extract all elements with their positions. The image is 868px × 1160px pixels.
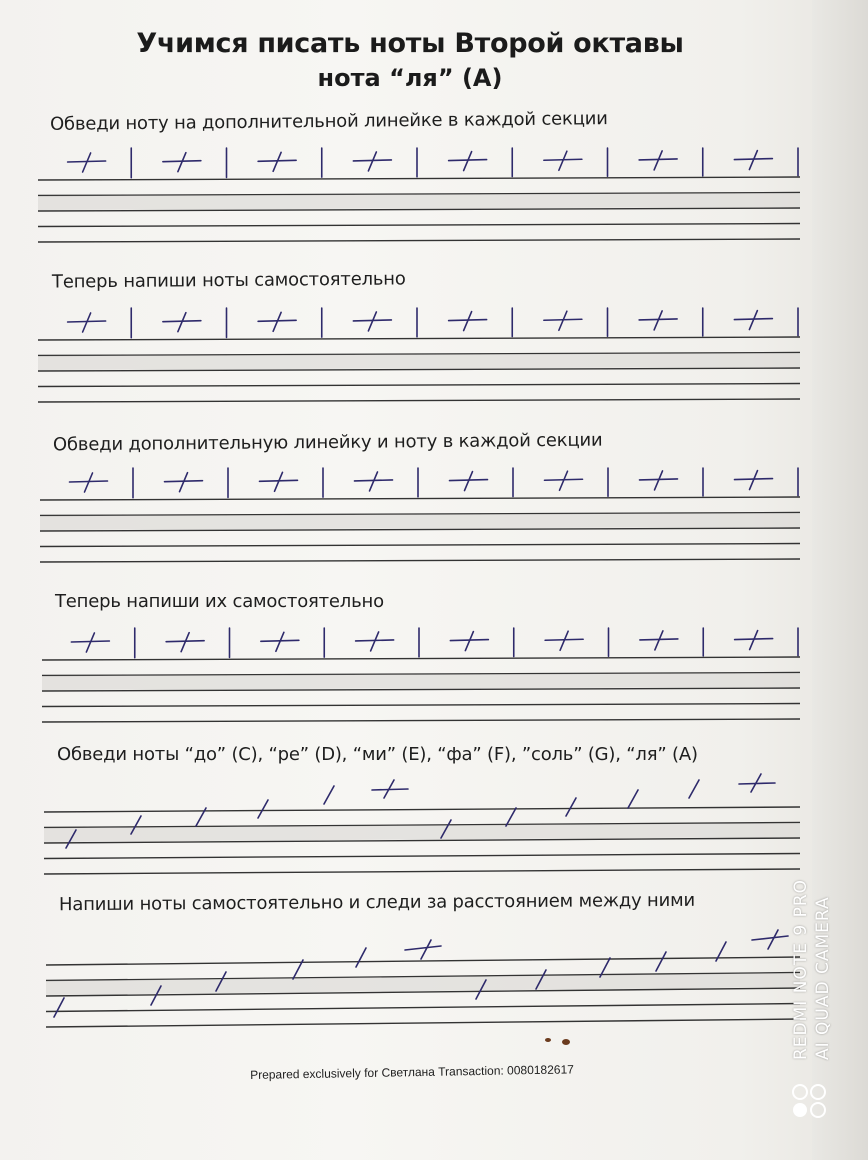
section-2-instruction: Теперь напиши ноты самостоятельно	[51, 268, 406, 293]
note-a-stroke	[180, 473, 188, 492]
scale-note-stroke	[689, 780, 699, 798]
note-a-stroke	[464, 312, 472, 331]
note-a-stroke	[655, 471, 663, 490]
staff-line	[44, 869, 800, 874]
note-a-stroke	[275, 472, 283, 491]
note-a-stroke	[465, 632, 473, 651]
scale-note-stroke	[356, 948, 366, 967]
section-1-instruction: Обведи ноту на дополнительной линейке в каждой секции	[49, 108, 608, 135]
worksheet-title: Учимся писать ноты Второй октавы	[136, 28, 684, 59]
section-4-instruction: Теперь напиши их самостоятельно	[55, 591, 384, 612]
note-a-stroke	[83, 153, 91, 172]
scale-note-stroke	[566, 798, 576, 816]
staff-line	[40, 559, 800, 562]
note-a-stroke	[749, 151, 757, 170]
note-a-stroke	[465, 472, 473, 491]
camera-watermark	[790, 790, 834, 1060]
note-a-stroke	[178, 313, 186, 332]
note-a-stroke	[273, 312, 281, 331]
staff-line	[42, 657, 800, 660]
ledger-line	[752, 936, 788, 940]
note-a-stroke	[368, 312, 376, 331]
staff-line	[42, 704, 800, 707]
staff-line	[38, 399, 800, 402]
note-a-stroke	[83, 313, 91, 332]
scale-note-stroke	[54, 998, 64, 1017]
staff-line	[44, 854, 800, 859]
note-a-stroke	[368, 152, 376, 171]
scale-note-stroke	[258, 800, 268, 818]
staff-line	[40, 544, 800, 547]
note-a-stroke	[750, 471, 758, 490]
section-5-instruction: Обведи ноты “до” (C), “ре” (D), “ми” (E), “фа” (F), ”соль” (G), “ля” (A)	[57, 744, 698, 765]
staff-line	[46, 957, 800, 965]
note-a-stroke	[86, 633, 94, 652]
footer-note: Prepared exclusively for Светлана Transaction: 0080182617	[250, 1062, 574, 1082]
worksheet-subtitle: нота “ля” (А)	[317, 64, 503, 92]
note-a-stroke	[370, 472, 378, 491]
note-a-stroke	[85, 473, 93, 492]
scale-note-stroke	[506, 808, 516, 826]
scale-note-stroke	[768, 930, 778, 949]
staff-line	[38, 239, 800, 242]
camera-logo-icon	[786, 1078, 832, 1124]
scale-note-stroke	[324, 786, 334, 804]
note-a-stroke	[276, 632, 284, 651]
note-a-stroke	[181, 633, 189, 652]
note-a-stroke	[749, 311, 757, 330]
note-a-stroke	[559, 151, 567, 170]
ink-stain	[545, 1038, 551, 1042]
staff-line	[38, 177, 800, 180]
staff-line	[42, 719, 800, 722]
staff-line	[38, 337, 800, 340]
note-a-stroke	[178, 153, 186, 172]
note-a-stroke	[560, 471, 568, 490]
ink-stain	[562, 1039, 570, 1045]
scale-note-stroke	[656, 952, 666, 971]
ledger-line	[739, 783, 775, 784]
staff-line	[38, 384, 800, 387]
staff-line	[46, 1004, 800, 1012]
staff-line	[40, 497, 800, 500]
note-a-stroke	[654, 151, 662, 170]
note-a-stroke	[560, 631, 568, 650]
note-a-stroke	[371, 632, 379, 651]
note-a-stroke	[464, 152, 472, 171]
watermark-line-2: AI QUAD CAMERA	[813, 896, 833, 1060]
staff-line	[44, 807, 800, 812]
staff-line	[46, 1019, 800, 1027]
section-3-instruction: Обведи дополнительную линейку и ноту в каждой секции	[52, 429, 603, 456]
scale-note-stroke	[421, 940, 431, 959]
watermark-line-1: REDMI NOTE 9 PRO	[791, 878, 811, 1060]
note-a-stroke	[559, 311, 567, 330]
note-a-stroke	[273, 152, 281, 171]
ledger-line	[405, 946, 441, 950]
scale-note-stroke	[628, 790, 638, 808]
note-a-stroke	[654, 311, 662, 330]
note-a-stroke	[655, 631, 663, 650]
ledger-line	[372, 789, 408, 790]
section-6-instruction: Напиши ноты самостоятельно и следи за расстоянием между ними	[58, 889, 696, 916]
staff-line	[38, 224, 800, 227]
note-a-stroke	[750, 631, 758, 650]
staff-shading	[38, 193, 800, 210]
